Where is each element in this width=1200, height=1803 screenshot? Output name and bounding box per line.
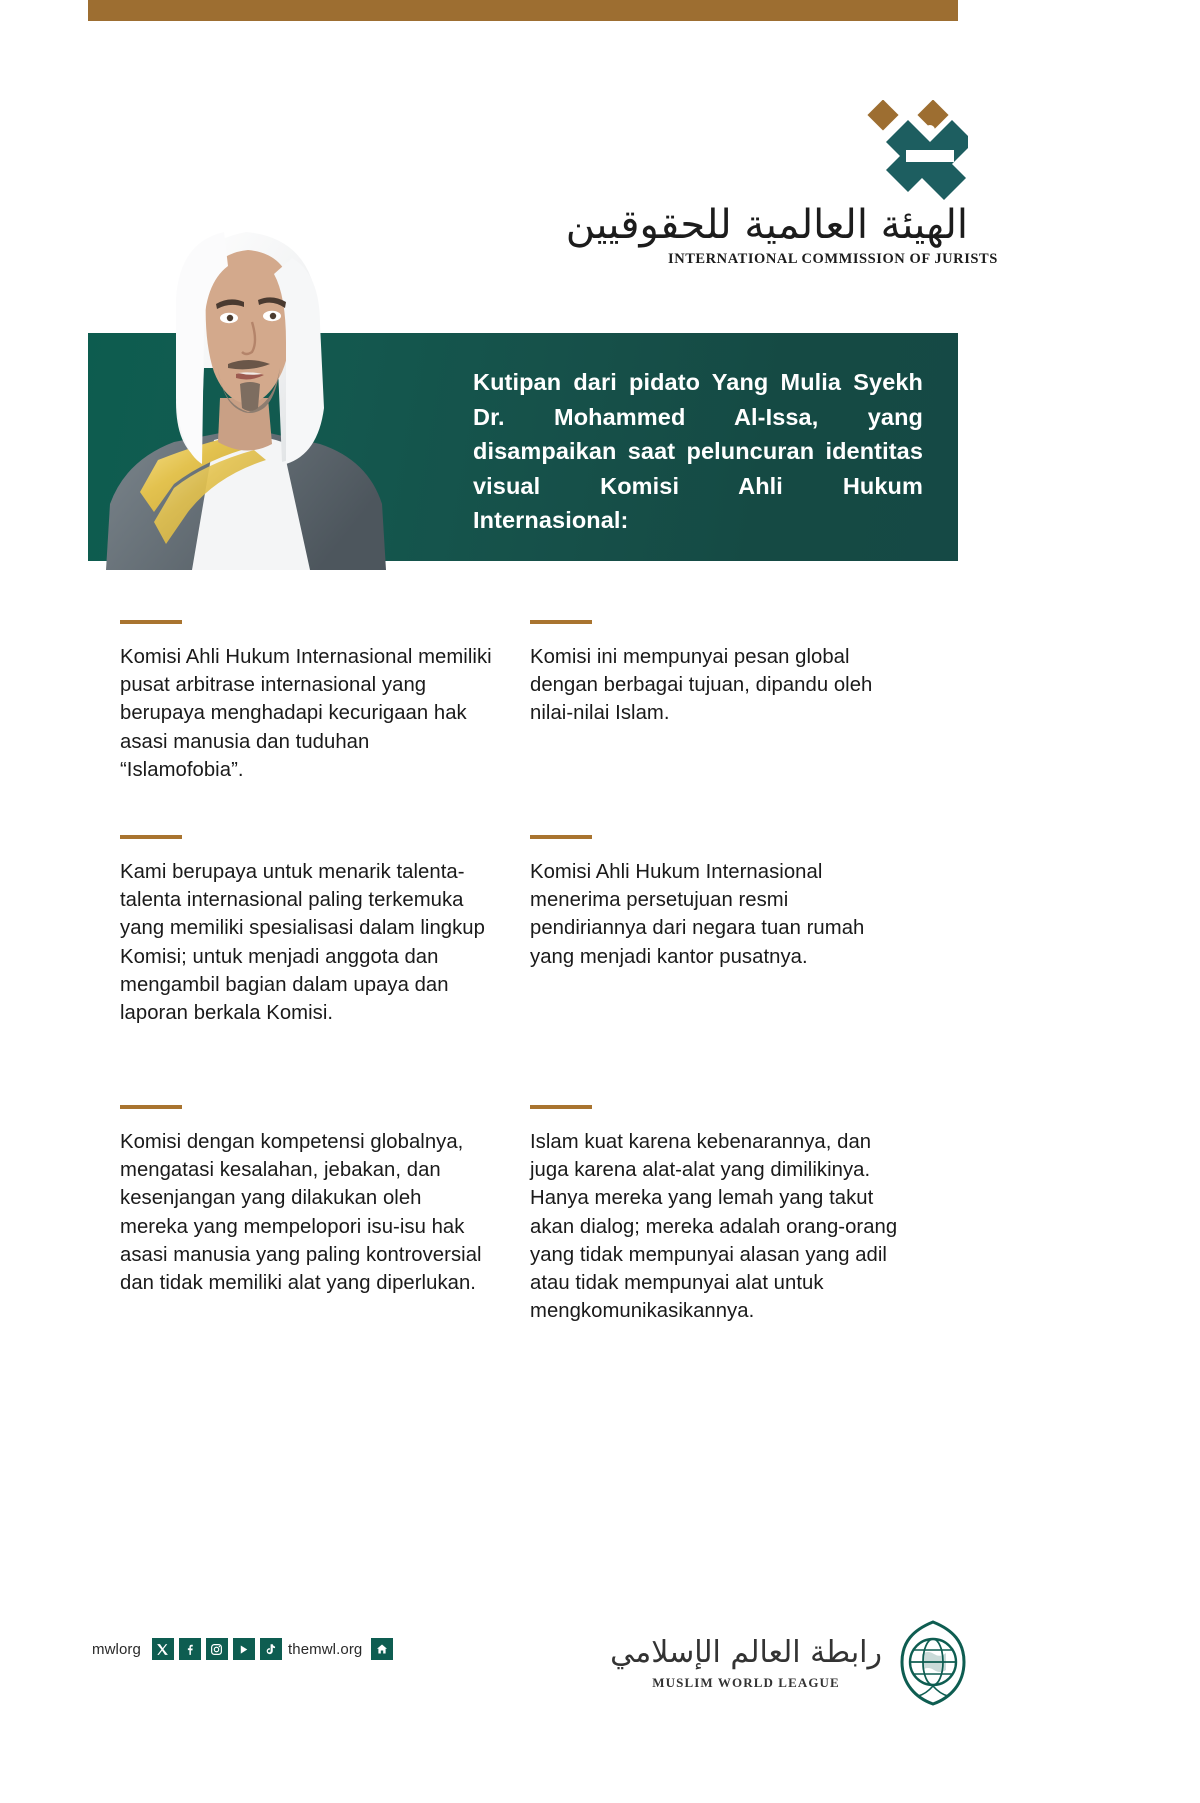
quote-text: Komisi Ahli Hukum Internasional menerima persetujuan resmi pendiriannya dari negara tuan rumah yang menjadi kantor pusatnya. bbox=[530, 861, 865, 968]
mwl-arabic-name: رابطة العالم الإسلامي bbox=[610, 1635, 882, 1670]
facebook-icon[interactable] bbox=[179, 1638, 201, 1660]
gold-rule bbox=[530, 1105, 592, 1109]
quote-card-3 bbox=[120, 835, 530, 1105]
quote-text: Komisi Ahli Hukum Internasional memiliki pusat arbitrase internasional yang berupaya menghadapi kecurigaan hak asasi manusia dan tuduhan “Islamofobia”. bbox=[120, 646, 492, 781]
portrait-illustration bbox=[96, 192, 388, 570]
website-handle-label: themwl.org bbox=[288, 1640, 363, 1658]
icj-arabic-name: الهيئة العالمية للحقوقيين bbox=[565, 202, 968, 248]
social-links-group bbox=[92, 1638, 287, 1660]
website-link-group bbox=[288, 1638, 398, 1660]
quote-row-1 bbox=[120, 620, 940, 835]
mwl-globe-emblem-icon bbox=[896, 1620, 970, 1706]
quote-text: Komisi ini mempunyai pesan global dengan berbagai tujuan, dipandu oleh nilai-nilai Islam. bbox=[530, 646, 873, 725]
mwl-logo bbox=[610, 1620, 970, 1706]
gold-rule bbox=[120, 835, 182, 839]
icj-emblem-icon bbox=[668, 100, 968, 200]
icj-logo bbox=[565, 100, 998, 268]
gold-rule bbox=[530, 835, 592, 839]
quote-grid bbox=[120, 620, 940, 1345]
home-icon[interactable] bbox=[371, 1638, 393, 1660]
instagram-icon[interactable] bbox=[206, 1638, 228, 1660]
quote-row-2 bbox=[120, 835, 940, 1105]
quote-row-3 bbox=[120, 1105, 940, 1345]
social-handle-label: mwlorg bbox=[92, 1640, 141, 1658]
quote-card-5 bbox=[120, 1105, 530, 1345]
x-twitter-icon[interactable] bbox=[152, 1638, 174, 1660]
quote-text: Islam kuat karena kebenarannya, dan juga karena alat-alat yang dimilikinya. Hanya mereka yang lemah yang takut akan dialog; mereka adalah orang-orang yang tidak mempunyai alasan yang adil atau tidak mempunyai alat untuk mengkomunikasikannya. bbox=[530, 1131, 898, 1323]
mwl-english-name: MUSLIM WORLD LEAGUE bbox=[652, 1675, 840, 1690]
icj-english-name: INTERNATIONAL COMMISSION OF JURISTS bbox=[668, 251, 998, 267]
mwl-logo-text bbox=[610, 1635, 882, 1691]
quote-card-2 bbox=[530, 620, 940, 835]
tiktok-icon[interactable] bbox=[260, 1638, 282, 1660]
portrait-photo bbox=[96, 192, 388, 570]
gold-rule bbox=[120, 620, 182, 624]
gold-rule bbox=[530, 620, 592, 624]
hero-quote-text: Kutipan dari pidato Yang Mulia Syekh Dr. Mohammed Al-Issa, yang disampaikan saat peluncuran identitas visual Komisi Ahli Hukum Internasional: bbox=[473, 369, 923, 534]
top-accent-bar bbox=[88, 0, 958, 21]
quote-card-1 bbox=[120, 620, 530, 835]
gold-rule bbox=[120, 1105, 182, 1109]
quote-card-4 bbox=[530, 835, 940, 1105]
quote-card-6 bbox=[530, 1105, 940, 1345]
quote-text: Komisi dengan kompetensi globalnya, mengatasi kesalahan, jebakan, dan kesenjangan yang dilakukan oleh mereka yang mempelopori isu-isu hak asasi manusia yang paling kontroversial dan tidak memiliki alat yang diperlukan. bbox=[120, 1131, 482, 1295]
quote-text: Kami berupaya untuk menarik talenta-talenta internasional paling terkemuka yang memiliki spesialisasi dalam lingkup Komisi; untuk menjadi anggota dan mengambil bagian dalam upaya dan laporan berkala Komisi. bbox=[120, 861, 485, 1025]
youtube-icon[interactable] bbox=[233, 1638, 255, 1660]
